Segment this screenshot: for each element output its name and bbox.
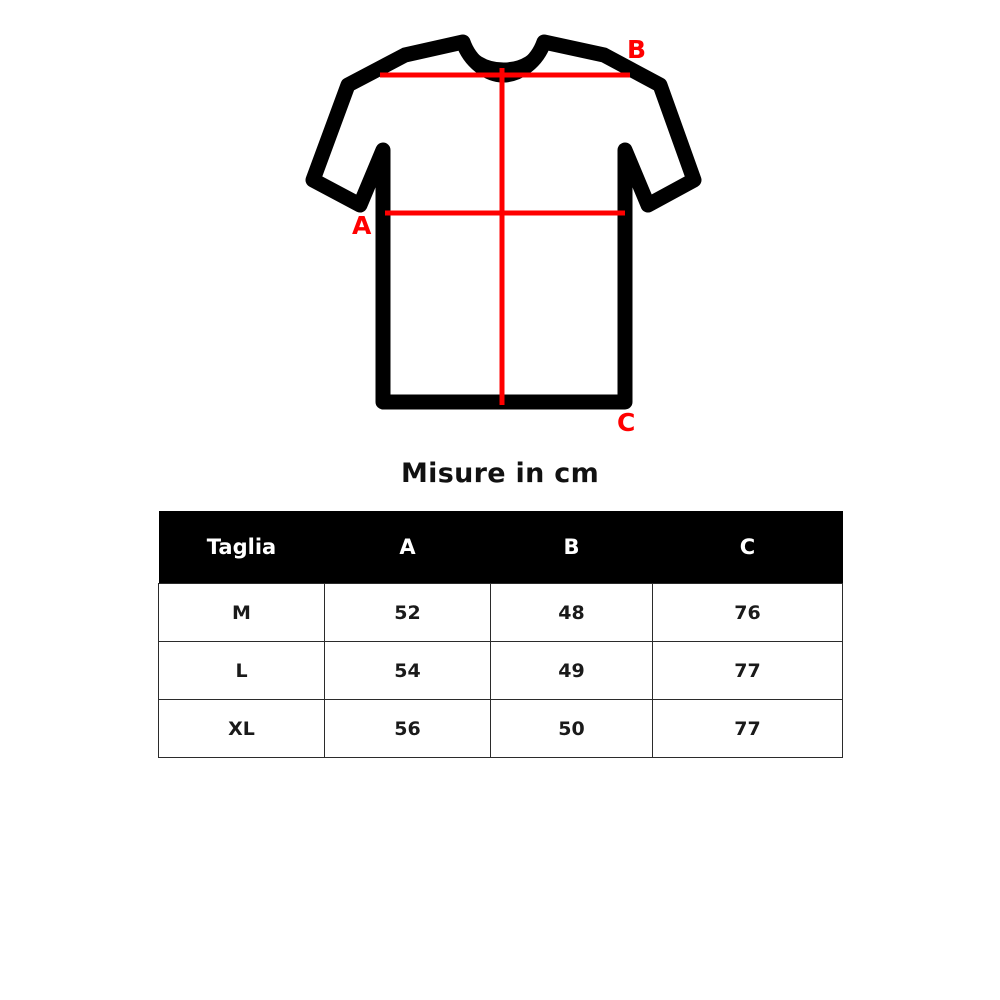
t-shirt-diagram bbox=[0, 0, 1000, 450]
table-row bbox=[159, 642, 843, 700]
marker-c-label: C bbox=[617, 408, 636, 437]
t-shirt-illustration bbox=[0, 0, 1000, 450]
cell-a: 52 bbox=[325, 584, 491, 642]
size-table bbox=[158, 511, 843, 758]
cell-b: 48 bbox=[491, 584, 653, 642]
column-header-b: B bbox=[491, 511, 653, 584]
table-row bbox=[159, 584, 843, 642]
column-header-size: Taglia bbox=[159, 511, 325, 584]
cell-size: L bbox=[159, 642, 325, 700]
marker-a-label: A bbox=[352, 211, 372, 240]
marker-b-label: B bbox=[627, 35, 647, 64]
cell-a: 54 bbox=[325, 642, 491, 700]
cell-size: XL bbox=[159, 700, 325, 758]
column-header-c: C bbox=[653, 511, 843, 584]
column-header-a: A bbox=[325, 511, 491, 584]
cell-c: 77 bbox=[653, 642, 843, 700]
t-shirt-neckline bbox=[463, 42, 544, 69]
cell-c: 77 bbox=[653, 700, 843, 758]
cell-b: 50 bbox=[491, 700, 653, 758]
cell-c: 76 bbox=[653, 584, 843, 642]
table-header-row bbox=[159, 511, 843, 584]
measurement-unit-caption: Misure in cm bbox=[400, 458, 600, 489]
cell-size: M bbox=[159, 584, 325, 642]
cell-b: 49 bbox=[491, 642, 653, 700]
cell-a: 56 bbox=[325, 700, 491, 758]
table-row bbox=[159, 700, 843, 758]
